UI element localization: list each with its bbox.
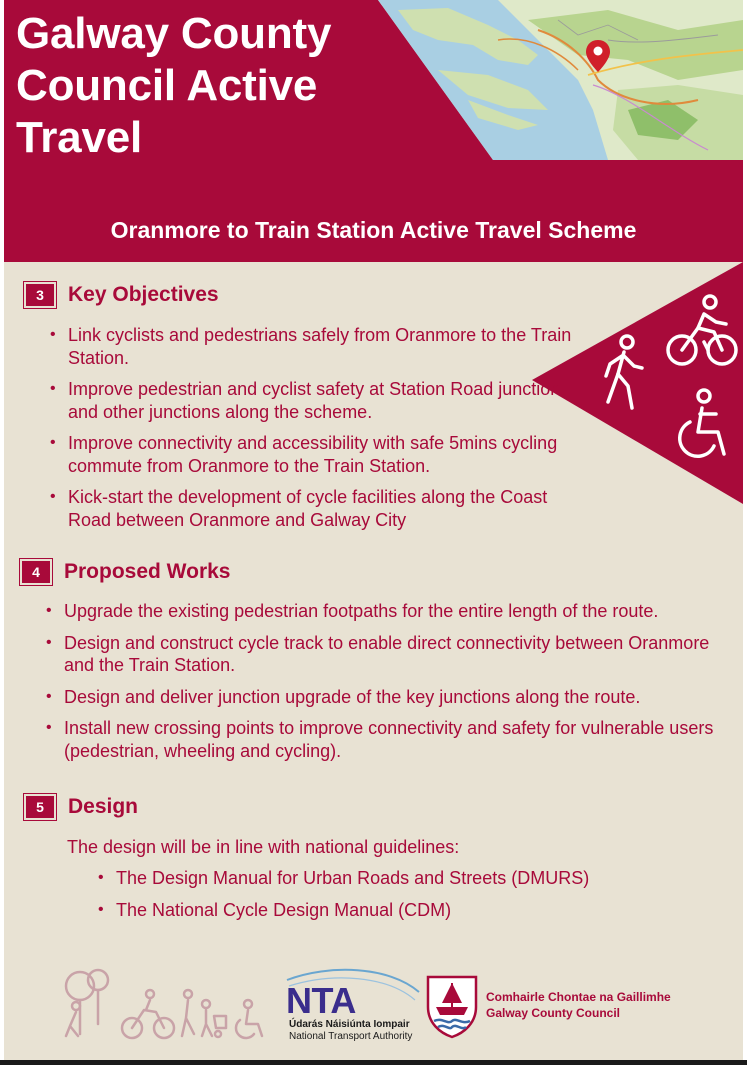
works-heading <box>20 559 230 585</box>
list-item: • Improve pedestrian and cyclist safety at Station Road junction and other junctions along the scheme. <box>48 378 593 423</box>
list-item: • The National Cycle Design Manual (CDM) <box>96 899 696 922</box>
design-heading <box>24 794 138 820</box>
poster-page <box>4 0 743 1060</box>
list-item: • Link cyclists and pedestrians safely from Oranmore to the Train Station. <box>48 324 593 369</box>
design-intro: The design will be in line with national guidelines: <box>67 837 460 857</box>
list-item: • Improve connectivity and accessibility with safe 5mins cycling commute from Oranmore to the Train Station. <box>48 432 593 477</box>
header-banner <box>4 0 743 262</box>
list-item: • Upgrade the existing pedestrian footpaths for the entire length of the route. <box>44 600 714 623</box>
design-list <box>96 867 696 930</box>
list-item: • Design and construct cycle track to enable direct connectivity between Oranmore and the Train Station. <box>44 632 714 677</box>
scheme-subtitle: Oranmore to Train Station Active Travel Scheme <box>110 217 637 243</box>
location-map <box>378 0 743 160</box>
council-crest-icon <box>424 973 480 1039</box>
bottom-rule <box>0 1060 747 1065</box>
section-number: 4 <box>20 559 52 585</box>
section-number: 3 <box>24 282 56 308</box>
section-title: Key Objectives <box>68 283 219 306</box>
council-english-name: Galway County Council <box>486 1006 621 1020</box>
objectives-heading <box>24 282 219 308</box>
objectives-list <box>48 324 593 540</box>
council-irish-name: Comhairle Chontae na Gaillimhe <box>486 990 671 1004</box>
nta-wordmark: NTA <box>286 980 356 1021</box>
list-item: • Install new crossing points to improve connectivity and safety for vulnerable users (pedestrian, wheeling and cycling). <box>44 717 714 762</box>
section-number: 5 <box>24 794 56 820</box>
works-list <box>44 600 714 771</box>
active-travel-people-icon <box>56 964 268 1042</box>
section-title: Design <box>68 795 139 818</box>
list-item: • The Design Manual for Urban Roads and Streets (DMURS) <box>96 867 696 890</box>
list-item: • Design and deliver junction upgrade of the key junctions along the route. <box>44 686 714 709</box>
page-title: Galway County Council Active Travel <box>16 9 332 162</box>
section-title: Proposed Works <box>64 560 231 583</box>
list-item: • Kick-start the development of cycle facilities along the Coast Road between Oranmore and Galway City <box>48 486 593 531</box>
nta-english-name: National Transport Authority <box>289 1031 413 1042</box>
nta-irish-name: Údarás Náisiúnta Iompair <box>289 1019 410 1030</box>
